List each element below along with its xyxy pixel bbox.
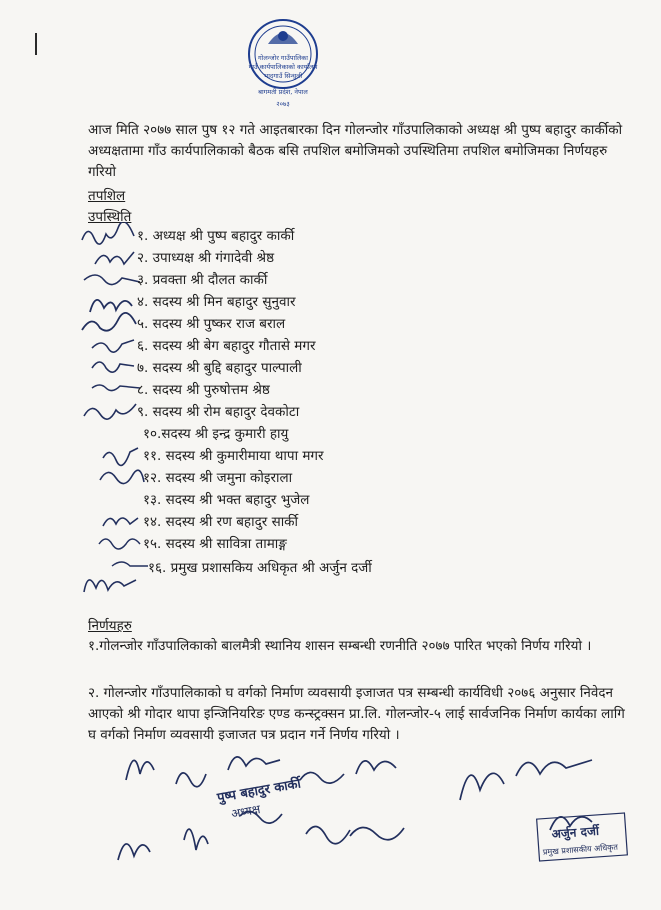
attendee-name: ३. प्रवक्ता श्री दौलत कार्की [137, 272, 268, 288]
attendee-name: ५. सदस्य श्री पुष्कर राज बराल [137, 316, 286, 332]
heading-tapashil: तपशिल [88, 188, 126, 204]
attendee-row [0, 402, 661, 422]
attendee-row [0, 358, 661, 378]
attendee-row [0, 314, 661, 334]
cao-stamp-title: प्रमुख प्रशासकीय अधिकृत [542, 842, 619, 857]
attendee-row [0, 292, 661, 312]
attendee-name: १५. सदस्य श्री सावित्रा तामाङ्ग [143, 536, 287, 552]
attendee-name: १६. प्रमुख प्रशासकिय अधिकृत श्री अर्जुन दर्जी [148, 560, 372, 576]
signature-mark [300, 772, 344, 783]
attendee-name: ११. सदस्य श्री कुमारीमाया थापा मगर [143, 448, 324, 464]
attendee-row [0, 490, 661, 510]
signature-mark [516, 760, 592, 776]
chairman-stamp [215, 775, 304, 821]
cao-stamp-name: अर्जुन दर्जी [551, 823, 600, 842]
signature-mark [460, 773, 504, 800]
attendee-row [0, 336, 661, 356]
attendee-row [0, 446, 661, 466]
attendee-name: १२. सदस्य श्री जमुना कोइराला [143, 470, 293, 486]
attendee-name: ७. सदस्य श्री बुद्दि बहादुर पाल्पाली [137, 360, 302, 376]
attendee-name: १. अध्यक्ष श्री पुष्प बहादुर कार्की [137, 228, 295, 244]
decision-1: १.गोलन्जोर गाँउपालिकाको बालमैत्री स्थानिय शासन सम्बन्धी रणनीति २०७७ पारित भएको निर्णय गरियो । [88, 638, 592, 654]
attendee-row [0, 468, 661, 488]
seal-line-4: बागमती प्रदेश, नेपाल [258, 88, 308, 96]
attendee-name: ८. सदस्य श्री पुरुषोत्तम श्रेष्ठ [137, 382, 270, 398]
attendee-row [0, 534, 661, 554]
chairman-stamp-title: अध्यक्ष [230, 802, 262, 821]
attendee-name: १०.सदस्य श्री इन्द्र कुमारी हायु [143, 426, 289, 442]
attendee-name: १३. सदस्य श्री भक्त बहादुर भुजेल [143, 492, 310, 508]
signature-mark [350, 827, 404, 839]
signature-mark [184, 829, 208, 850]
signature-mark [80, 566, 140, 598]
signature-mark [126, 760, 154, 780]
attendee-name: ६. सदस्य श्री बेग बहादुर गौतासे मगर [137, 338, 316, 354]
signature-mark [96, 530, 142, 554]
attendee-name: १४. सदस्य श्री रण बहादुर सार्की [143, 514, 299, 530]
attendee-row [0, 380, 661, 400]
seal-line-5: २०७३ [276, 100, 290, 108]
signature-mark [356, 761, 396, 774]
bottom-signatures [0, 740, 661, 910]
attendee-row [0, 226, 661, 246]
attendee-row [0, 270, 661, 290]
decision-2: २. गोलन्जोर गाँउपालिकाको घ वर्गको निर्माण व्यवसायी इजाजत पत्र सम्बन्धी कार्यविधी २०७६ अनुसार निवेदन आएको श्री गोदार थापा इन्जिनियरिङ एण्ड कन्स्ट्रक्सन प्रा.लि. गोलन्जोर-५ लाई सार्वजनिक निर्माण कार्यका लागि घ वर्गको निर्माण व्यवसायी इजाजत पत्र प्रदान गर्ने निर्णय गरियो । [88, 685, 625, 743]
chairman-stamp-name: पुष्प बहादुर कार्की [216, 776, 303, 806]
attendee-row [0, 512, 661, 532]
attendee-name: २. उपाध्यक्ष श्री गंगादेवी श्रेष्ठ [137, 250, 275, 266]
municipality-seal [243, 14, 323, 114]
signature-mark [306, 826, 350, 843]
heading-nirnayaharu: निर्णयहरु [88, 618, 132, 634]
attendee-row [0, 248, 661, 268]
seal-line-1: गोलन्जोर गाउँपालिका [258, 54, 308, 62]
signature-mark [90, 376, 142, 398]
signature-mark [118, 844, 150, 860]
attendee-row [0, 424, 661, 444]
signature-mark [80, 398, 138, 424]
seal-line-2: गाउँ कार्यपालिकाको कार्यालय [248, 63, 318, 71]
cao-stamp [537, 813, 628, 861]
signature-mark [100, 508, 140, 532]
margin-mark [35, 33, 37, 55]
seal-line-3: भादगाउँ सिन्धुली [263, 72, 303, 80]
intro-paragraph: आज मिति २०७७ साल पुष १२ गते आइतबारका दिन गोलन्जोर गाँउपालिकाको अध्यक्ष श्री पुष्प बहादुर कार्कीको अध्यक्षतामा गाँउ कार्यपालिकाको बैठक बसि तपशिल बमोजिमको उपस्थितिमा तपशिल बमोजिमका निर्णयहरु गरियो [88, 122, 623, 180]
signature-mark [228, 757, 280, 770]
signature-mark [176, 773, 206, 787]
heading-upasthiti: उपस्थिति [88, 209, 132, 225]
attendee-name: ४. सदस्य श्री मिन बहादुर सुनुवार [137, 294, 296, 310]
attendee-name: ९. सदस्य श्री रोम बहादुर देवकोटा [137, 404, 300, 420]
